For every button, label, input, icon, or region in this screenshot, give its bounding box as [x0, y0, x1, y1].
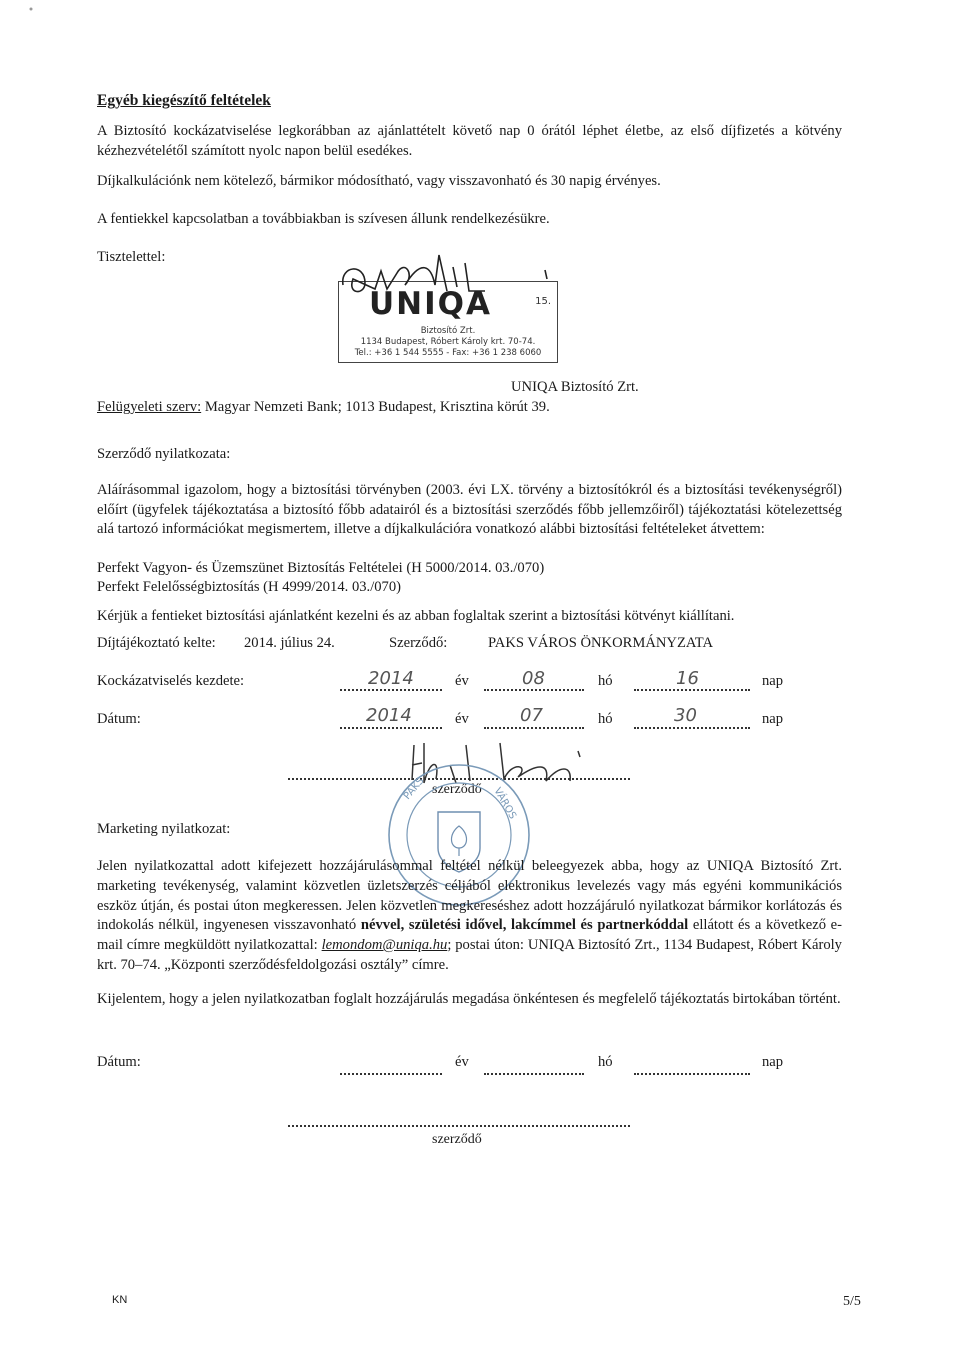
stamp-line-2: 1134 Budapest, Róbert Károly krt. 70-74.: [360, 337, 536, 347]
scan-speck: [28, 6, 34, 12]
condition-2: Perfekt Felelősségbiztosítás (H 4999/2014. 03./070): [97, 579, 401, 595]
date-month-field[interactable]: [484, 726, 584, 729]
day-unit: nap: [762, 1054, 784, 1070]
supervisor-line: [97, 398, 842, 418]
contractor-decl-body: Aláírásommal igazolom, hogy a biztosítási törvényben (2003. évi LX. törvény a biztosítókról és a biztosítási tevékenységről) előírt (ügyfelek tájékoztatása a biztosító főbb adatairól és a biztosítási szerződés főbb jellemzőiről) tájékoztatási kötelezettség alá tartozó információkat megismertem, illetve a díjkalkulációra vonatkozó alábbi biztosítási feltételeket átvettem:: [97, 482, 842, 537]
month-unit: hó: [598, 673, 613, 689]
page-number: 5/5: [843, 1294, 861, 1309]
stamp-number: 15.: [535, 296, 551, 307]
contractor-decl-title: Szerződő nyilatkozata:: [97, 446, 231, 462]
risk-begin-label: Kockázatviselés kezdete:: [97, 673, 245, 689]
date-year: 2014: [366, 705, 412, 726]
signer-name: UNIQA Biztosító Zrt.: [511, 379, 639, 395]
day-unit: nap: [762, 673, 784, 689]
stamp-line-1: Biztosító Zrt.: [420, 326, 476, 336]
company-signature: [335, 245, 575, 305]
quote-date-label: Díjtájékoztató kelte:: [97, 635, 216, 651]
date-day: 30: [674, 705, 697, 726]
supervisor-label: Felügyeleti szerv:: [97, 399, 202, 415]
date-month: 07: [520, 705, 543, 726]
date2-month-field[interactable]: [484, 1072, 584, 1075]
year-unit: év: [455, 673, 469, 689]
contractor-label: Szerződő:: [389, 635, 448, 651]
marketing-body-part-3: ; postai úton: UNIQA Biztosító Zrt., 1134 Budapest, Róbert Károly krt. 70–74. „Központi szerződésfeldolgozási osztály” címre.: [97, 937, 842, 973]
supervisor-value: Magyar Nemzeti Bank; 1013 Budapest, Krisztina körút 39.: [204, 399, 550, 415]
stamp-line-3: Tel.: +36 1 544 5555 - Fax: +36 1 238 6060: [354, 348, 542, 358]
condition-1: Perfekt Vagyon- és Üzemszünet Biztosítás Feltételei (H 5000/2014. 03./070): [97, 560, 545, 576]
svg-text:VÁROS: VÁROS: [491, 786, 519, 822]
further-help-paragraph: A fentiekkel kapcsolatban a továbbiakban is szívesen állunk rendelkezésükre.: [97, 211, 550, 227]
svg-text:PAKS: PAKS: [401, 775, 427, 802]
section-heading: Egyéb kiegészítő feltételek: [97, 92, 271, 109]
contractor-signature-line-2[interactable]: [288, 1124, 630, 1127]
date-year-field[interactable]: [340, 726, 442, 729]
marketing-body-bold: névvel, születési idővel, lakcímmel és partnerkóddal: [360, 917, 689, 934]
date-day-field[interactable]: [634, 726, 750, 729]
risk-begin-month: 08: [522, 668, 545, 689]
signature-label: szerződő: [432, 782, 482, 797]
marketing-title: Marketing nyilatkozat:: [97, 821, 231, 837]
marketing-body: [97, 857, 842, 976]
month-unit: hó: [598, 711, 613, 727]
contractor-value: PAKS VÁROS ÖNKORMÁNYZATA: [488, 635, 714, 651]
marketing-body-part-2: ellátott és a következő e-mail címre megküldött nyilatkozattal:: [97, 917, 842, 954]
month-unit: hó: [598, 1054, 613, 1070]
risk-begin-day: 16: [676, 668, 699, 689]
premium-calc-paragraph: Díjkalkulációnk nem kötelező, bármikor módosítható, vagy visszavonható és 30 napig érvényes.: [97, 173, 661, 189]
marketing-body-part-1: Jelen nyilatkozattal adott kifejezett hozzájárulásommal feltétel nélkül beleegyezek abba, hogy az UNIQA Biztosító Zrt. marketing tevékenység, valamint közvetlen üzletszerzés céljából elektronikus levelezés vagy más egyéni kommunikációs eszköz útján, és postai úton megkeressen. Jelen közvetlen megkereséshez adott hozzájáruló nyilatkozat bármikor korlátozás és indokolás nélkül, ingyenesen visszavonható: [97, 858, 842, 934]
signature-label-2: szerződő: [432, 1132, 482, 1147]
date-label: Dátum:: [97, 711, 141, 727]
date2-label: Dátum:: [97, 1054, 141, 1070]
year-unit: év: [455, 711, 469, 727]
day-unit: nap: [762, 711, 784, 727]
regards-text: Tisztelettel:: [97, 249, 166, 265]
risk-begin-year: 2014: [368, 668, 414, 689]
risk-start-paragraph: A Biztosító kockázatviselése legkorábban az ajánlattételt követő nap 0 órától léphet életbe, az első díjfizetés a kötvény kézhezvételétől számított nyolc napon belül esedékes.: [97, 123, 842, 159]
footer-code: KN: [112, 1294, 128, 1306]
quote-date-value: 2014. július 24.: [244, 635, 335, 651]
consent-text: Kijelentem, hogy a jelen nyilatkozatban foglalt hozzájárulás megadása önkéntesen és megfelelő tájékoztatás birtokában történt.: [97, 991, 841, 1007]
date2-year-field[interactable]: [340, 1072, 442, 1075]
year-unit: év: [455, 1054, 469, 1070]
stamp-logo: UNIQA: [369, 286, 492, 322]
date2-day-field[interactable]: [634, 1072, 750, 1075]
optout-email-link[interactable]: lemondom@uniqa.hu: [321, 937, 448, 954]
request-text: Kérjük a fentieket biztosítási ajánlatként kezelni és az abban foglaltak szerint a biztosítási kötvényt kiállítani.: [97, 608, 735, 624]
